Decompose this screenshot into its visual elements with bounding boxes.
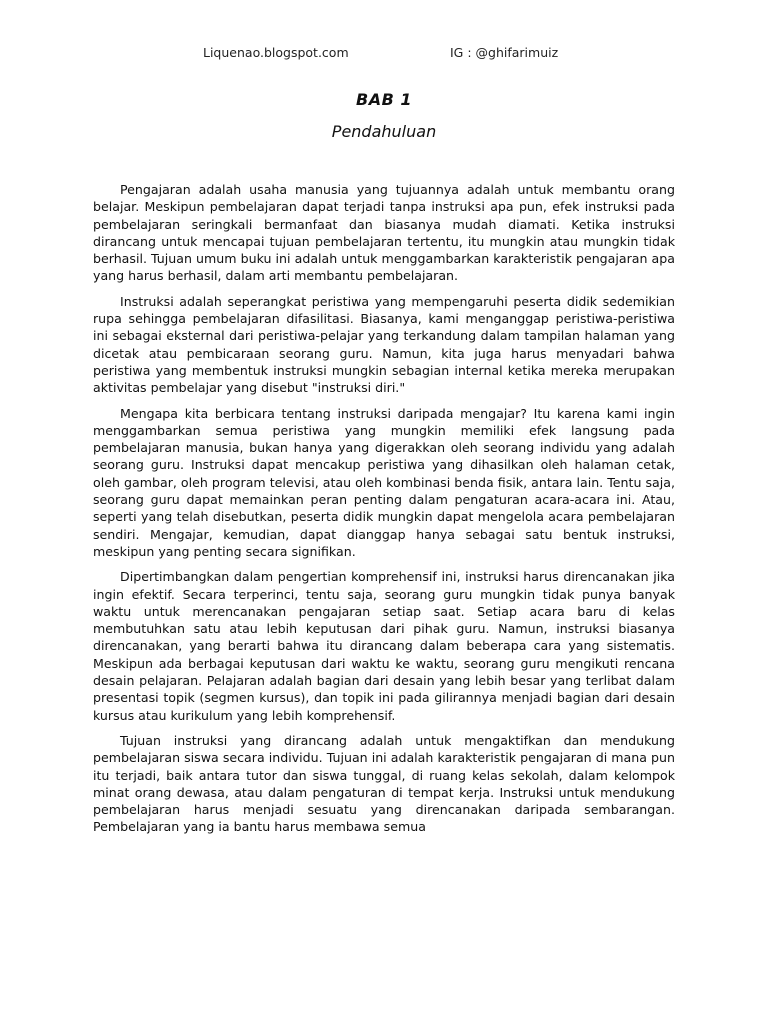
chapter-number: BAB 1: [356, 90, 412, 109]
instagram-handle: IG : @ghifarimuiz: [450, 45, 559, 60]
body-text: [93, 181, 675, 844]
paragraph: Instruksi adalah seperangkat peristiwa yang mempengaruhi peserta didik sedemikian rupa sehingga pembelajaran difasilitasi. Biasanya, kami menganggap peristiwa-peristiwa ini sebagai eksternal dari peristiwa-pelajar yang terkandung dalam tampilan halaman yang dicetak atau pembicaraan seorang guru. Namun, kita juga harus menyadari bahwa peristiwa yang membentuk instruksi mungkin sebagian internal ketika mereka merupakan aktivitas pembelajar yang disebut "instruksi diri.": [93, 293, 675, 396]
chapter-title: Pendahuluan: [331, 122, 437, 141]
paragraph: Mengapa kita berbicara tentang instruksi daripada mengajar? Itu karena kami ingin menggambarkan semua peristiwa yang mungkin memiliki efek langsung pada pembelajaran manusia, bukan hanya yang digerakkan oleh seorang individu yang adalah seorang guru. Instruksi dapat mencakup peristiwa yang dihasilkan oleh halaman cetak, oleh gambar, oleh program televisi, atau oleh kombinasi benda fisik, antara lain. Tentu saja, seorang guru dapat memainkan peran penting dalam pengaturan acara-acara ini. Atau, seperti yang telah disebutkan, peserta didik mungkin dapat mengelola acara pembelajaran sendiri. Mengajar, kemudian, dapat dianggap hanya sebagai satu bentuk instruksi, meskipun yang penting secara signifikan.: [93, 405, 675, 559]
paragraph: Pengajaran adalah usaha manusia yang tujuannya adalah untuk membantu orang belajar. Meskipun pembelajaran dapat terjadi tanpa instruksi apa pun, efek instruksi pada pembelajaran seringkali bermanfaat dan biasanya mudah diamati. Ketika instruksi dirancang untuk mencapai tujuan pembelajaran tertentu, itu mungkin atau mungkin tidak berhasil. Tujuan umum buku ini adalah untuk menggambarkan karakteristik pengajaran apa yang harus berhasil, dalam arti membantu pembelajaran.: [93, 182, 675, 284]
paragraph: Dipertimbangkan dalam pengertian komprehensif ini, instruksi harus direncanakan jika ingin efektif. Secara terperinci, tentu saja, seorang guru mungkin tidak punya banyak waktu untuk merencanakan pengajaran setiap saat. Setiap acara baru di kelas membutuhkan satu atau lebih keputusan dari pihak guru. Namun, instruksi biasanya direncanakan, yang berarti bahwa itu dirancang dalam beberapa cara yang sistematis. Meskipun ada berbagai keputusan dari waktu ke waktu, seorang guru mengikuti rencana desain pelajaran. Pelajaran adalah bagian dari desain yang lebih besar yang terlibat dalam presentasi topik (segmen kursus), dan topik ini pada gilirannya menjadi bagian dari desain kursus atau kurikulum yang lebih komprehensif.: [93, 569, 675, 723]
page-header: [0, 45, 768, 63]
paragraph: Tujuan instruksi yang dirancang adalah untuk mengaktifkan dan mendukung pembelajaran siswa secara individu. Tujuan ini adalah karakteristik pengajaran di mana pun itu terjadi, baik antara tutor dan siswa tunggal, di ruang kelas sekolah, dalam kelompok minat orang dewasa, atau dalam pengaturan di tempat kerja. Instruksi untuk mendukung pembelajaran harus menjadi sesuatu yang direncanakan daripada sembarangan. Pembelajaran yang ia bantu harus membawa semua: [93, 732, 675, 835]
blog-url: Liquenao.blogspot.com: [203, 45, 349, 60]
